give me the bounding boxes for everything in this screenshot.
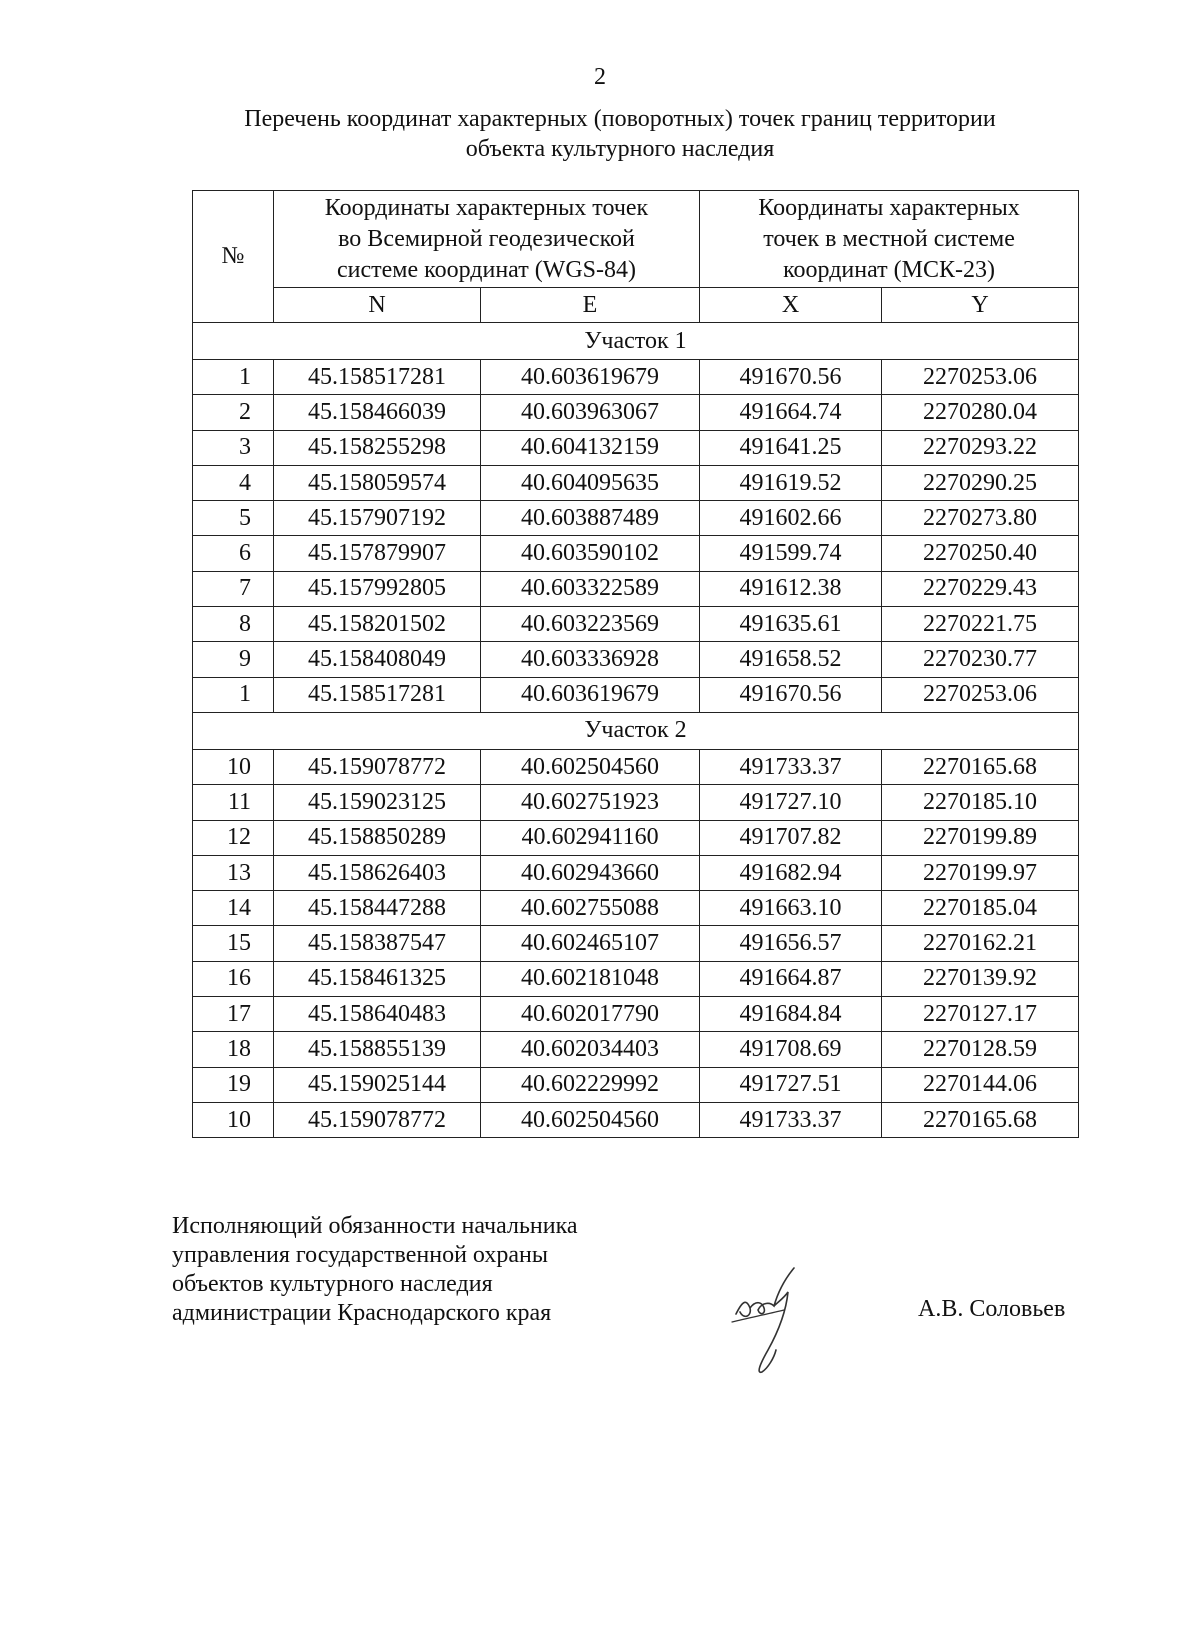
column-group-wgs84-line: Координаты характерных точек	[324, 194, 649, 221]
cell-n: 45.158517281	[274, 360, 481, 395]
table-row	[193, 926, 1079, 961]
cell-x: 491727.51	[700, 1067, 882, 1102]
cell-n: 45.158626403	[274, 855, 481, 890]
cell-point-number: 10	[193, 1102, 274, 1137]
cell-point-number: 10	[193, 749, 274, 784]
cell-n: 45.158640483	[274, 997, 481, 1032]
table-row	[193, 465, 1079, 500]
cell-point-number: 15	[193, 926, 274, 961]
cell-x: 491599.74	[700, 536, 882, 571]
cell-x: 491663.10	[700, 891, 882, 926]
table-row	[193, 360, 1079, 395]
page-number: 2	[594, 64, 606, 90]
cell-e: 40.604132159	[481, 430, 700, 465]
column-group-wgs84	[274, 191, 700, 288]
table-row	[193, 961, 1079, 996]
cell-n: 45.158201502	[274, 607, 481, 642]
cell-y: 2270199.89	[882, 820, 1079, 855]
document-title-line-2: объекта культурного наследия	[465, 136, 775, 162]
cell-n: 45.158387547	[274, 926, 481, 961]
cell-x: 491612.38	[700, 571, 882, 606]
handwritten-signature	[728, 1262, 818, 1382]
cell-n: 45.158850289	[274, 820, 481, 855]
cell-x: 491641.25	[700, 430, 882, 465]
cell-e: 40.602465107	[481, 926, 700, 961]
cell-point-number: 8	[193, 607, 274, 642]
cell-x: 491664.87	[700, 961, 882, 996]
table-row	[193, 855, 1079, 890]
signer-position-line: объектов культурного наследия	[172, 1271, 493, 1297]
cell-y: 2270250.40	[882, 536, 1079, 571]
cell-point-number: 1	[193, 360, 274, 395]
document-title	[150, 104, 1090, 164]
cell-e: 40.603619679	[481, 360, 700, 395]
cell-e: 40.604095635	[481, 465, 700, 500]
cell-e: 40.603336928	[481, 642, 700, 677]
cell-e: 40.602504560	[481, 749, 700, 784]
cell-n: 45.159023125	[274, 785, 481, 820]
coordinates-table-body	[193, 323, 1079, 1138]
cell-y: 2270280.04	[882, 395, 1079, 430]
cell-e: 40.603223569	[481, 607, 700, 642]
table-row	[193, 395, 1079, 430]
cell-y: 2270185.04	[882, 891, 1079, 926]
cell-point-number: 9	[193, 642, 274, 677]
table-row	[193, 677, 1079, 712]
table-row	[193, 642, 1079, 677]
cell-point-number: 11	[193, 785, 274, 820]
section-row	[193, 712, 1079, 749]
document-title-line-1: Перечень координат характерных (поворотных) точек границ территории	[244, 106, 996, 132]
cell-point-number: 7	[193, 571, 274, 606]
cell-y: 2270185.10	[882, 785, 1079, 820]
cell-point-number: 5	[193, 501, 274, 536]
table-row	[193, 997, 1079, 1032]
table-row	[193, 1067, 1079, 1102]
cell-e: 40.602941160	[481, 820, 700, 855]
cell-point-number: 17	[193, 997, 274, 1032]
cell-y: 2270229.43	[882, 571, 1079, 606]
signer-position-line: администрации Краснодарского края	[172, 1300, 552, 1326]
cell-n: 45.158855139	[274, 1032, 481, 1067]
cell-x: 491602.66	[700, 501, 882, 536]
table-row	[193, 891, 1079, 926]
cell-y: 2270230.77	[882, 642, 1079, 677]
cell-e: 40.603887489	[481, 501, 700, 536]
cell-y: 2270293.22	[882, 430, 1079, 465]
cell-x: 491656.57	[700, 926, 882, 961]
table-row	[193, 749, 1079, 784]
column-group-msk23-line: точек в местной системе	[763, 225, 1015, 252]
cell-y: 2270165.68	[882, 749, 1079, 784]
cell-x: 491619.52	[700, 465, 882, 500]
cell-x: 491708.69	[700, 1032, 882, 1067]
cell-n: 45.157992805	[274, 571, 481, 606]
cell-point-number: 1	[193, 677, 274, 712]
cell-x: 491670.56	[700, 360, 882, 395]
cell-y: 2270253.06	[882, 677, 1079, 712]
cell-x: 491635.61	[700, 607, 882, 642]
signature-block	[172, 1212, 578, 1328]
table-row	[193, 1032, 1079, 1067]
cell-e: 40.603963067	[481, 395, 700, 430]
table-row	[193, 430, 1079, 465]
cell-n: 45.159078772	[274, 1102, 481, 1137]
cell-n: 45.158059574	[274, 465, 481, 500]
cell-y: 2270253.06	[882, 360, 1079, 395]
cell-y: 2270273.80	[882, 501, 1079, 536]
signer-position-line: Исполняющий обязанности начальника	[172, 1213, 578, 1239]
cell-point-number: 3	[193, 430, 274, 465]
cell-y: 2270144.06	[882, 1067, 1079, 1102]
table-row	[193, 536, 1079, 571]
cell-e: 40.602751923	[481, 785, 700, 820]
table-row	[193, 607, 1079, 642]
cell-point-number: 2	[193, 395, 274, 430]
cell-x: 491727.10	[700, 785, 882, 820]
table-row	[193, 501, 1079, 536]
cell-x: 491658.52	[700, 642, 882, 677]
cell-n: 45.157907192	[274, 501, 481, 536]
column-header-x: X	[700, 288, 882, 323]
cell-y: 2270221.75	[882, 607, 1079, 642]
cell-e: 40.602181048	[481, 961, 700, 996]
cell-y: 2270290.25	[882, 465, 1079, 500]
column-header-n: N	[274, 288, 481, 323]
column-group-msk23-line: координат (МСК-23)	[783, 256, 995, 283]
column-group-msk23	[700, 191, 1079, 288]
cell-point-number: 6	[193, 536, 274, 571]
column-header-number: №	[193, 191, 274, 323]
table-row	[193, 1102, 1079, 1137]
cell-e: 40.602017790	[481, 997, 700, 1032]
cell-n: 45.158517281	[274, 677, 481, 712]
cell-point-number: 12	[193, 820, 274, 855]
signer-position-line: управления государственной охраны	[172, 1242, 548, 1268]
cell-point-number: 16	[193, 961, 274, 996]
cell-e: 40.602755088	[481, 891, 700, 926]
cell-y: 2270165.68	[882, 1102, 1079, 1137]
cell-point-number: 4	[193, 465, 274, 500]
cell-n: 45.158408049	[274, 642, 481, 677]
cell-x: 491707.82	[700, 820, 882, 855]
cell-x: 491682.94	[700, 855, 882, 890]
column-group-msk23-line: Координаты характерных	[758, 194, 1020, 221]
table-row	[193, 820, 1079, 855]
column-group-wgs84-line: во Всемирной геодезической	[338, 225, 635, 252]
column-group-wgs84-line: системе координат (WGS-84)	[337, 256, 636, 283]
cell-e: 40.602034403	[481, 1032, 700, 1067]
signer-name: А.В. Соловьев	[918, 1296, 1066, 1322]
column-header-e: E	[481, 288, 700, 323]
cell-e: 40.603619679	[481, 677, 700, 712]
section-title: Участок 1	[193, 323, 1079, 360]
cell-n: 45.159025144	[274, 1067, 481, 1102]
cell-n: 45.158447288	[274, 891, 481, 926]
coordinates-table	[192, 190, 1079, 1138]
cell-y: 2270128.59	[882, 1032, 1079, 1067]
cell-n: 45.158461325	[274, 961, 481, 996]
cell-x: 491664.74	[700, 395, 882, 430]
cell-n: 45.158466039	[274, 395, 481, 430]
table-row	[193, 785, 1079, 820]
cell-n: 45.159078772	[274, 749, 481, 784]
cell-y: 2270127.17	[882, 997, 1079, 1032]
cell-x: 491733.37	[700, 1102, 882, 1137]
cell-y: 2270162.21	[882, 926, 1079, 961]
cell-x: 491670.56	[700, 677, 882, 712]
cell-point-number: 18	[193, 1032, 274, 1067]
cell-e: 40.603590102	[481, 536, 700, 571]
cell-y: 2270139.92	[882, 961, 1079, 996]
cell-n: 45.158255298	[274, 430, 481, 465]
cell-point-number: 13	[193, 855, 274, 890]
cell-e: 40.602229992	[481, 1067, 700, 1102]
cell-point-number: 19	[193, 1067, 274, 1102]
column-header-y: Y	[882, 288, 1079, 323]
cell-e: 40.602943660	[481, 855, 700, 890]
cell-x: 491733.37	[700, 749, 882, 784]
section-row	[193, 323, 1079, 360]
section-title: Участок 2	[193, 712, 1079, 749]
cell-point-number: 14	[193, 891, 274, 926]
cell-e: 40.603322589	[481, 571, 700, 606]
cell-y: 2270199.97	[882, 855, 1079, 890]
cell-n: 45.157879907	[274, 536, 481, 571]
table-row	[193, 571, 1079, 606]
cell-e: 40.602504560	[481, 1102, 700, 1137]
cell-x: 491684.84	[700, 997, 882, 1032]
